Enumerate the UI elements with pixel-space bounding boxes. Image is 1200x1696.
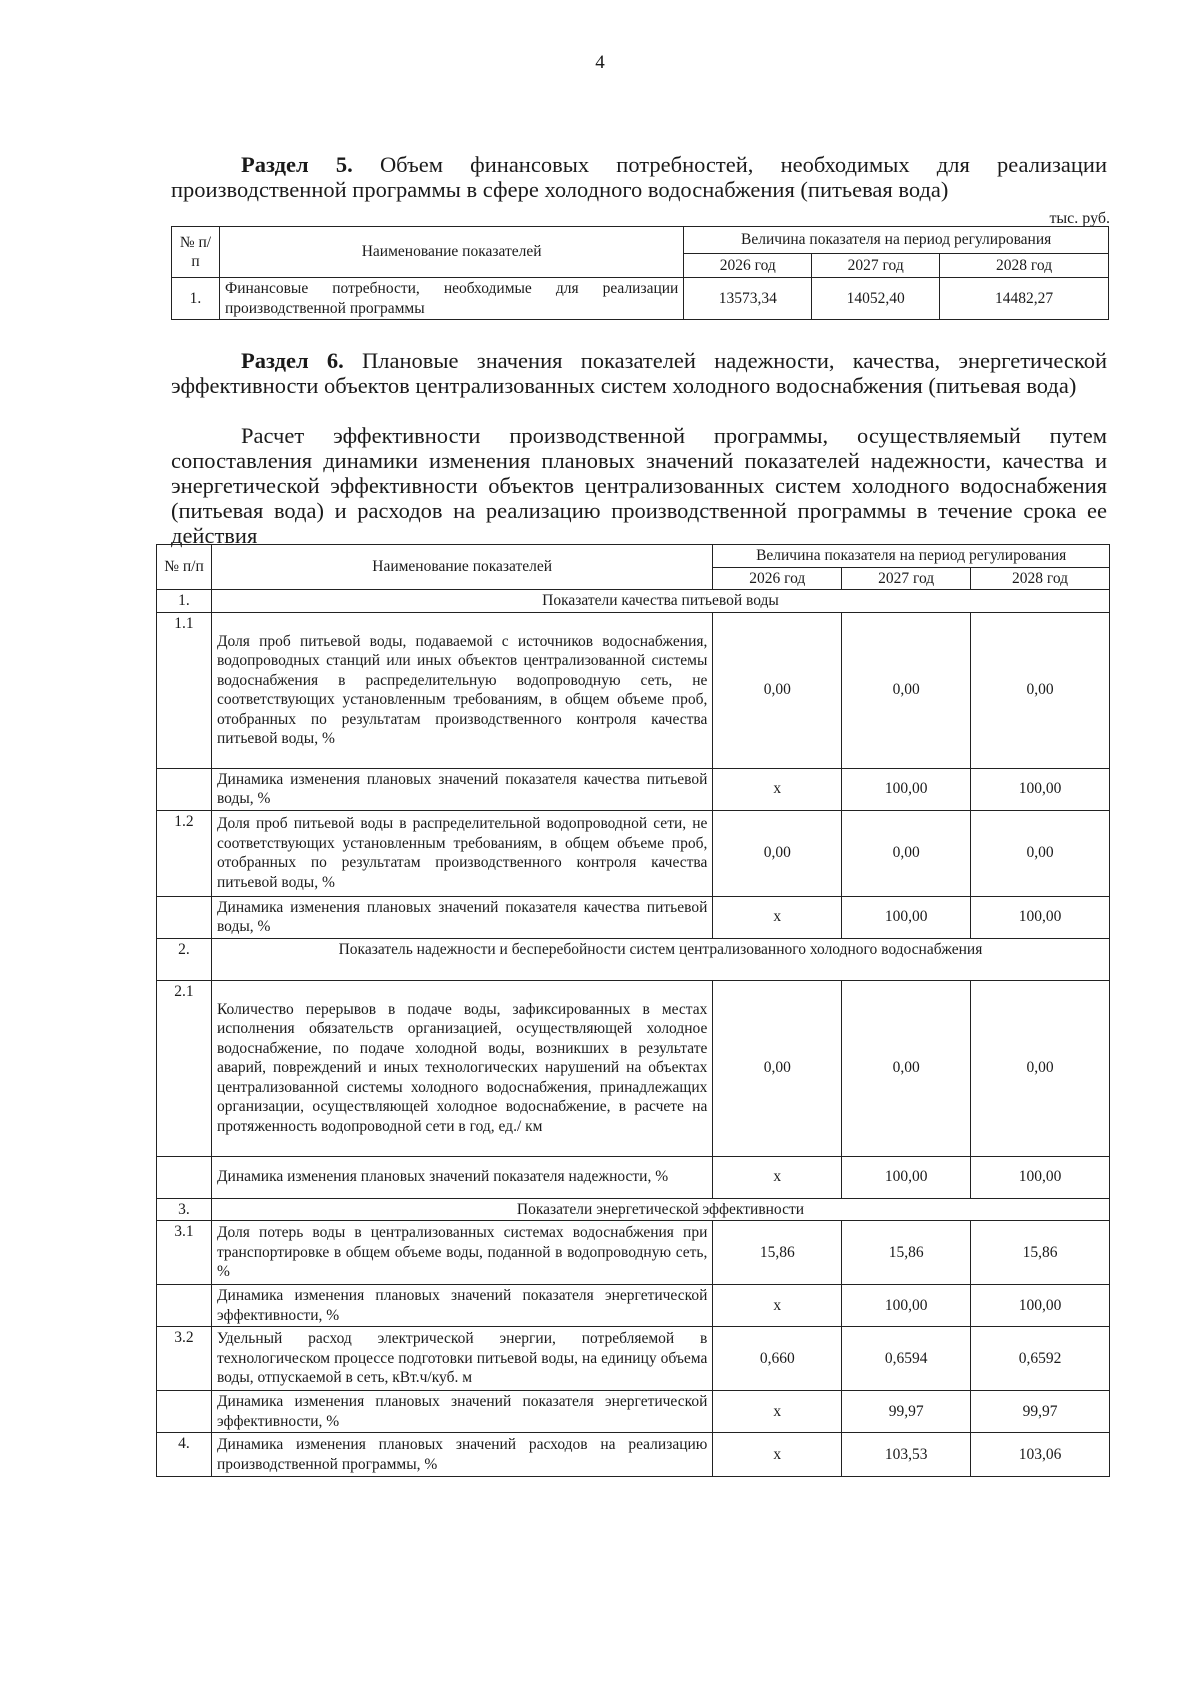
row-number [157,1285,212,1327]
table-row [157,1156,1110,1198]
section-title: Показатели качества питьевой воды [211,590,1109,613]
col-header-year: 2027 год [812,254,940,278]
row-number [157,1156,212,1198]
row-value: 100,00 [971,1156,1110,1198]
col-header-group: Величина показателя на период регулирования [713,545,1110,568]
row-number: 3.1 [157,1221,212,1285]
row-value: 0,00 [971,980,1110,1156]
row-name: Доля проб питьевой воды, подаваемой с источников водоснабжения, водопроводных станций или иных объектов централизованной системы водоснабжения в распределительную водопроводную сеть, не соответствующих установленным требованиям, в общем объеме проб, отобранных по результатам производственного контроля качества питьевой воды, % [211,612,712,768]
row-value: 0,00 [842,980,971,1156]
row-value: 0,00 [971,810,1110,896]
col-header-number: № п/п [172,227,220,278]
section-row [157,590,1110,613]
row-value: 13573,34 [684,278,812,320]
row-name: Динамика изменения плановых значений показателя качества питьевой воды, % [211,768,712,810]
row-value: 0,00 [842,612,971,768]
row-number: 1.2 [157,810,212,896]
row-value: 0,00 [713,612,842,768]
row-name: Динамика изменения плановых значений показателя энергетической эффективности, % [211,1285,712,1327]
section-5-title: Объем финансовых потребностей, необходимых для реализации производственной программы в сфере холодного водоснабжения (питьевая вода) [171,152,1107,202]
row-value: 0,00 [713,980,842,1156]
row-value: 100,00 [842,1156,971,1198]
row-number: 1.1 [157,612,212,768]
col-header-group: Величина показателя на период регулирования [684,227,1109,254]
row-value: 14482,27 [940,278,1109,320]
row-value: х [713,1433,842,1477]
row-number: 2.1 [157,980,212,1156]
row-value: 103,06 [971,1433,1110,1477]
section-row [157,938,1110,980]
table-row [157,612,1110,768]
row-name: Доля проб питьевой воды в распределительной водопроводной сети, не соответствующих установленным требованиям, в общем объеме проб, отобранных по результатам производственного контроля качества питьевой воды, % [211,810,712,896]
col-header-year: 2026 год [684,254,812,278]
section-5-heading [171,152,1107,202]
row-number: 4. [157,1433,212,1477]
section-title: Показатель надежности и бесперебойности систем централизованного холодного водоснабжения [211,938,1109,980]
row-value: 0,00 [713,810,842,896]
table-row [157,896,1110,938]
col-header-name: Наименование показателей [211,545,712,590]
row-value: 100,00 [971,896,1110,938]
indicators-table [156,544,1110,1477]
row-value: 15,86 [713,1221,842,1285]
row-value: 15,86 [971,1221,1110,1285]
row-value: х [713,1285,842,1327]
row-number: 1. [172,278,220,320]
row-number: 3. [157,1198,212,1221]
table-row [157,1391,1110,1433]
row-name: Динамика изменения плановых значений расходов на реализацию производственной программы, % [211,1433,712,1477]
row-value: х [713,1156,842,1198]
section-6-label: Раздел 6. [241,348,344,373]
row-value: 99,97 [971,1391,1110,1433]
row-value: 100,00 [842,768,971,810]
row-value: 100,00 [842,896,971,938]
row-name: Динамика изменения плановых значений показателя энергетической эффективности, % [211,1391,712,1433]
col-header-year: 2028 год [971,567,1110,590]
row-name: Финансовые потребности, необходимые для реализации производственной программы [219,278,683,320]
row-number: 1. [157,590,212,613]
row-value: х [713,896,842,938]
row-number [157,768,212,810]
row-value: 15,86 [842,1221,971,1285]
row-name: Динамика изменения плановых значений показателя надежности, % [211,1156,712,1198]
row-number [157,896,212,938]
row-name: Доля потерь воды в централизованных системах водоснабжения при транспортировке в общем объеме воды, поданной в водопроводную сеть, % [211,1221,712,1285]
section-5-label: Раздел 5. [241,152,353,177]
section-6-title: Плановые значения показателей надежности, качества, энергетической эффективности объектов централизованных систем холодного водоснабжения (питьевая вода) [171,348,1108,398]
table-row [157,768,1110,810]
section-6-intro: Расчет эффективности производственной программы, осуществляемый путем сопоставления динамики изменения плановых значений показателей надежности, качества и энергетической эффективности объектов централизованных систем холодного водоснабжения (питьевая вода) и расходов на реализацию производственной программы в течение срока ее действия [171,423,1107,548]
col-header-year: 2027 год [842,567,971,590]
table-row [157,1433,1110,1477]
row-value: 0,00 [971,612,1110,768]
row-value: х [713,1391,842,1433]
page-number: 4 [595,52,605,73]
table-row [157,1327,1110,1391]
unit-label: тыс. руб. [1049,210,1110,227]
row-value: 14052,40 [812,278,940,320]
row-name: Динамика изменения плановых значений показателя качества питьевой воды, % [211,896,712,938]
section-6-heading [171,348,1107,398]
table-row [172,278,1109,320]
table-row [157,810,1110,896]
table-row [157,1285,1110,1327]
row-value: 0,6594 [842,1327,971,1391]
row-value: х [713,768,842,810]
row-value: 103,53 [842,1433,971,1477]
table-row [157,1221,1110,1285]
row-value: 99,97 [842,1391,971,1433]
section-row [157,1198,1110,1221]
row-value: 0,6592 [971,1327,1110,1391]
row-name: Количество перерывов в подаче воды, зафиксированных в местах исполнения обязательств организацией, осуществляющей холодное водоснабжение, по подаче холодной воды, возникших в результате аварий, повреждений и иных технологических нарушений на объектах централизованной системы холодного водоснабжения, принадлежащих организации, осуществляющей холодное водоснабжение, в расчете на протяженность водопроводной сети в год, ед./ км [211,980,712,1156]
row-number: 3.2 [157,1327,212,1391]
col-header-year: 2026 год [713,567,842,590]
row-value: 0,00 [842,810,971,896]
col-header-name: Наименование показателей [219,227,683,278]
section-title: Показатели энергетической эффективности [211,1198,1109,1221]
row-value: 0,660 [713,1327,842,1391]
col-header-number: № п/п [157,545,212,590]
row-number [157,1391,212,1433]
row-number: 2. [157,938,212,980]
table-row [157,980,1110,1156]
financial-needs-table [171,226,1109,320]
row-value: 100,00 [971,1285,1110,1327]
row-value: 100,00 [971,768,1110,810]
row-value: 100,00 [842,1285,971,1327]
row-name: Удельный расход электрической энергии, потребляемой в технологическом процессе подготовки питьевой воды, на единицу объема воды, отпускаемой в сеть, кВт.ч/куб. м [211,1327,712,1391]
col-header-year: 2028 год [940,254,1109,278]
